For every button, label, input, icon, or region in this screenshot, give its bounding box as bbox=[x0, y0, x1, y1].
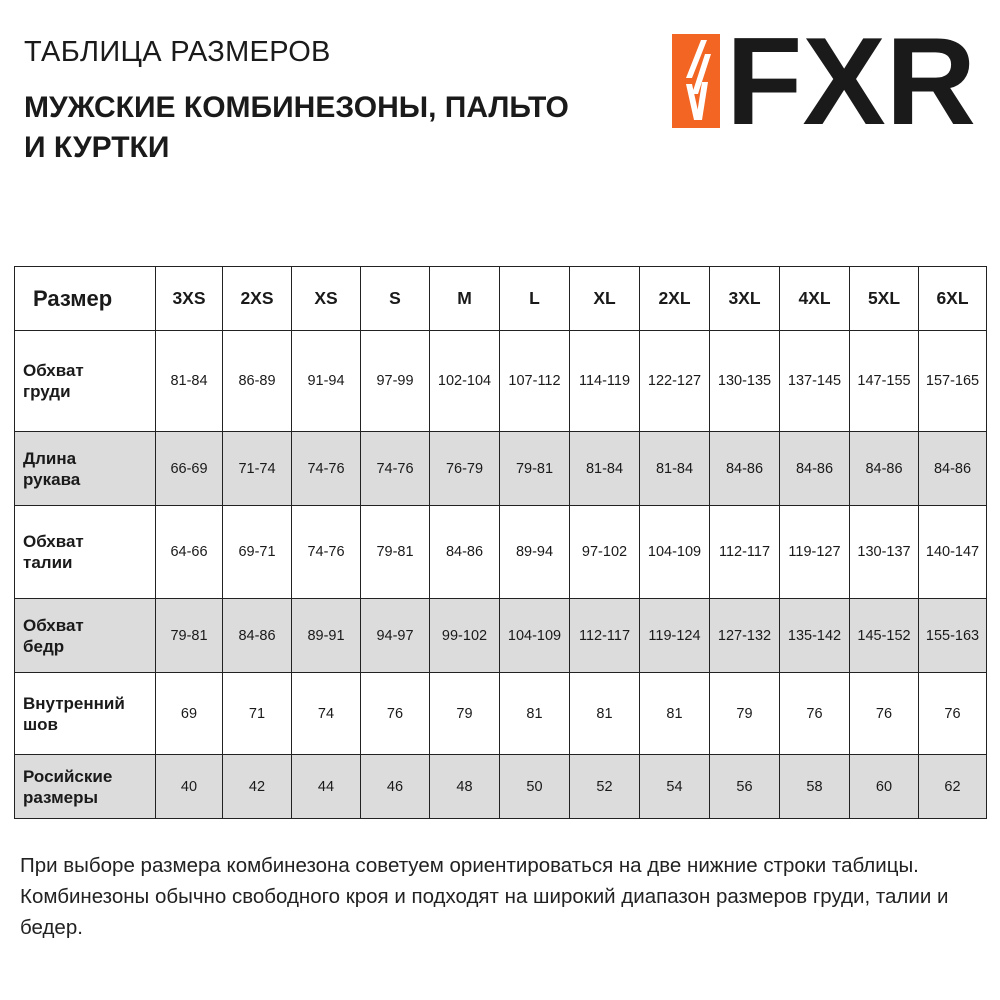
table-cell: 58 bbox=[780, 755, 850, 819]
table-cell: 48 bbox=[430, 755, 500, 819]
table-cell: 84-86 bbox=[430, 506, 500, 599]
table-cell: 145-152 bbox=[850, 599, 919, 673]
row-label-line-1: Обхват bbox=[23, 615, 84, 635]
table-cell: 84-86 bbox=[223, 599, 292, 673]
row-label bbox=[15, 432, 156, 506]
size-header-cell: XL bbox=[570, 267, 640, 331]
table-cell: 79 bbox=[430, 673, 500, 755]
table-cell: 81-84 bbox=[570, 432, 640, 506]
size-header-cell: 6XL bbox=[919, 267, 987, 331]
table-cell: 135-142 bbox=[780, 599, 850, 673]
table-cell: 74 bbox=[292, 673, 361, 755]
table-cell: 114-119 bbox=[570, 331, 640, 432]
row-label-line-2: рукава bbox=[23, 469, 81, 489]
table-cell: 71 bbox=[223, 673, 292, 755]
table-cell: 104-109 bbox=[640, 506, 710, 599]
table-cell: 137-145 bbox=[780, 331, 850, 432]
row-label bbox=[15, 673, 156, 755]
table-cell: 91-94 bbox=[292, 331, 361, 432]
table-row bbox=[15, 755, 987, 819]
row-label-line-1: Обхват bbox=[23, 532, 84, 551]
size-header-cell: 4XL bbox=[780, 267, 850, 331]
table-cell: 56 bbox=[710, 755, 780, 819]
table-cell: 122-127 bbox=[640, 331, 710, 432]
table-cell: 112-117 bbox=[710, 506, 780, 599]
row-label-line-2: груди bbox=[23, 382, 71, 401]
size-header-row bbox=[15, 267, 987, 331]
table-cell: 79-81 bbox=[156, 599, 223, 673]
table-cell: 97-99 bbox=[361, 331, 430, 432]
table-cell: 130-137 bbox=[850, 506, 919, 599]
row-label-line-2: шов bbox=[23, 714, 59, 734]
table-cell: 86-89 bbox=[223, 331, 292, 432]
title-line-2: И КУРТКИ bbox=[24, 131, 170, 164]
fxr-wordmark: FXR bbox=[726, 34, 976, 128]
table-cell: 81-84 bbox=[640, 432, 710, 506]
table-row bbox=[15, 432, 987, 506]
size-header-cell: S bbox=[361, 267, 430, 331]
table-row bbox=[15, 673, 987, 755]
table-cell: 44 bbox=[292, 755, 361, 819]
table-cell: 97-102 bbox=[570, 506, 640, 599]
row-label bbox=[15, 506, 156, 599]
row-label-line-2: талии bbox=[23, 553, 73, 572]
table-cell: 76 bbox=[919, 673, 987, 755]
table-cell: 76-79 bbox=[430, 432, 500, 506]
table-cell: 76 bbox=[850, 673, 919, 755]
table-cell: 54 bbox=[640, 755, 710, 819]
table-cell: 62 bbox=[919, 755, 987, 819]
table-cell: 147-155 bbox=[850, 331, 919, 432]
table-row bbox=[15, 506, 987, 599]
table-cell: 140-147 bbox=[919, 506, 987, 599]
table-cell: 69-71 bbox=[223, 506, 292, 599]
table-cell: 74-76 bbox=[292, 506, 361, 599]
table-cell: 157-165 bbox=[919, 331, 987, 432]
table-cell: 99-102 bbox=[430, 599, 500, 673]
table-cell: 76 bbox=[361, 673, 430, 755]
size-advice-note: При выборе размера комбинезона советуем ориентироваться на две нижние строки таблицы. Комбинезоны обычно свободного кроя и подходят на широкий диапазон размеров груди, талии и бедер. bbox=[20, 854, 949, 939]
fxr-logo bbox=[672, 34, 976, 128]
table-row bbox=[15, 599, 987, 673]
row-label bbox=[15, 331, 156, 432]
row-label-line-1: Обхват bbox=[23, 361, 84, 380]
size-header-cell: M bbox=[430, 267, 500, 331]
size-header-cell: XS bbox=[292, 267, 361, 331]
table-cell: 89-91 bbox=[292, 599, 361, 673]
table-cell: 84-86 bbox=[710, 432, 780, 506]
row-label-line-1: Внутренний bbox=[23, 693, 125, 713]
size-header-cell: 5XL bbox=[850, 267, 919, 331]
row-label-line-2: бедр bbox=[23, 636, 65, 656]
table-cell: 84-86 bbox=[919, 432, 987, 506]
table-cell: 42 bbox=[223, 755, 292, 819]
table-cell: 74-76 bbox=[292, 432, 361, 506]
table-cell: 52 bbox=[570, 755, 640, 819]
table-cell: 79 bbox=[710, 673, 780, 755]
size-header-cell: 3XS bbox=[156, 267, 223, 331]
size-header-cell: 2XL bbox=[640, 267, 710, 331]
page-title bbox=[24, 88, 664, 168]
table-cell: 84-86 bbox=[780, 432, 850, 506]
table-cell: 46 bbox=[361, 755, 430, 819]
table-cell: 94-97 bbox=[361, 599, 430, 673]
table-cell: 81-84 bbox=[156, 331, 223, 432]
table-cell: 130-135 bbox=[710, 331, 780, 432]
table-cell: 155-163 bbox=[919, 599, 987, 673]
table-cell: 69 bbox=[156, 673, 223, 755]
table-cell: 119-127 bbox=[780, 506, 850, 599]
row-label bbox=[15, 599, 156, 673]
table-cell: 66-69 bbox=[156, 432, 223, 506]
page-subtitle: ТАБЛИЦА РАЗМЕРОВ bbox=[24, 36, 331, 68]
table-cell: 64-66 bbox=[156, 506, 223, 599]
table-cell: 81 bbox=[500, 673, 570, 755]
table-cell: 89-94 bbox=[500, 506, 570, 599]
table-cell: 127-132 bbox=[710, 599, 780, 673]
table-cell: 76 bbox=[780, 673, 850, 755]
table-cell: 50 bbox=[500, 755, 570, 819]
size-header-cell: L bbox=[500, 267, 570, 331]
table-row bbox=[15, 331, 987, 432]
size-header-cell: 2XS bbox=[223, 267, 292, 331]
table-cell: 79-81 bbox=[500, 432, 570, 506]
size-header-cell: 3XL bbox=[710, 267, 780, 331]
table-cell: 112-117 bbox=[570, 599, 640, 673]
table-cell: 79-81 bbox=[361, 506, 430, 599]
fxr-emblem-icon bbox=[672, 34, 720, 128]
table-cell: 104-109 bbox=[500, 599, 570, 673]
table-cell: 40 bbox=[156, 755, 223, 819]
row-label-line-2: размеры bbox=[23, 787, 99, 807]
table-cell: 71-74 bbox=[223, 432, 292, 506]
table-cell: 60 bbox=[850, 755, 919, 819]
table-cell: 119-124 bbox=[640, 599, 710, 673]
row-label-line-1: Росийские bbox=[23, 766, 113, 786]
table-cell: 74-76 bbox=[361, 432, 430, 506]
table-cell: 102-104 bbox=[430, 331, 500, 432]
size-header-label: Размер bbox=[15, 267, 156, 331]
table-cell: 107-112 bbox=[500, 331, 570, 432]
row-label bbox=[15, 755, 156, 819]
title-line-1: МУЖСКИЕ КОМБИНЕЗОНЫ, ПАЛЬТО bbox=[24, 91, 569, 124]
table-cell: 81 bbox=[640, 673, 710, 755]
table-cell: 81 bbox=[570, 673, 640, 755]
table-cell: 84-86 bbox=[850, 432, 919, 506]
size-table bbox=[14, 266, 987, 819]
row-label-line-1: Длина bbox=[23, 448, 77, 468]
